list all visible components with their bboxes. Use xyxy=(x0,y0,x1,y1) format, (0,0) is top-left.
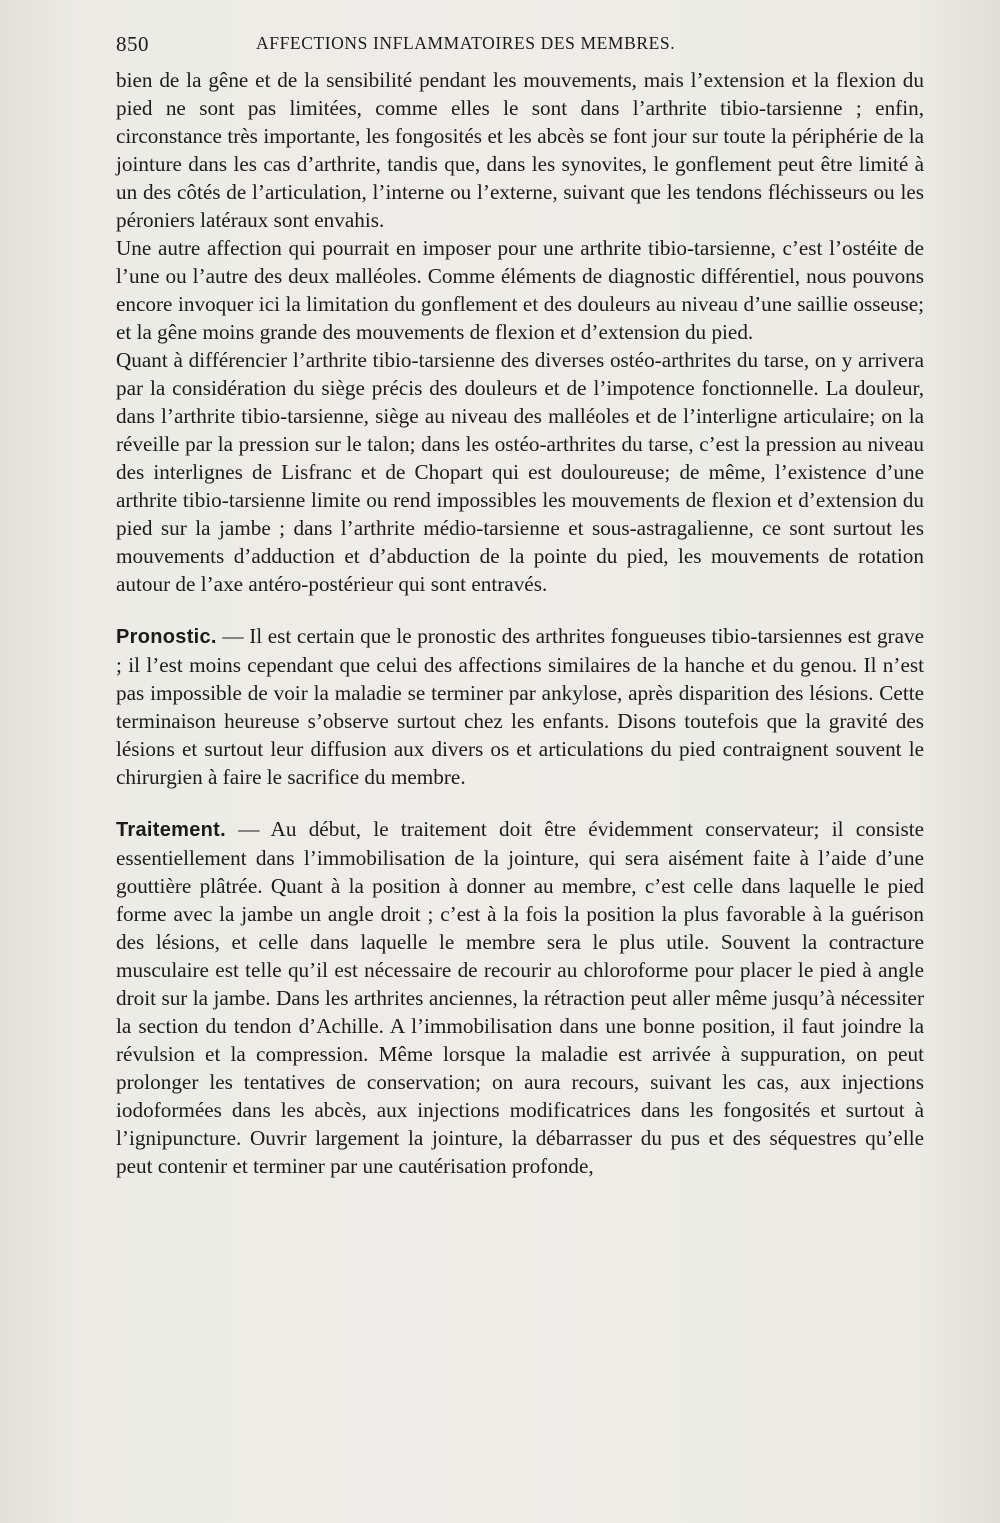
paragraph-text: — Au début, le traitement doit être évidemment conservateur; il consiste essentiellement dans l’immobilisation de la jointure, qui sera aisément faite à l’aide d’une gouttière plâtrée. Quant à la position à donner au membre, c’est celle dans laquelle le pied forme avec la jambe un angle droit ; c’est à la fois la position la plus favorable à la guérison des lésions, et celle dans laquelle le membre sera le plus utile. Souvent la contracture musculaire est telle qu’il est nécessaire de recourir au chloroforme pour placer le pied à angle droit sur la jambe. Dans les arthrites anciennes, la rétraction peut aller même jusqu’à nécessiter la section du tendon d’Achille. A l’immobilisation dans une bonne position, il faut joindre la révulsion et la compression. Même lorsque la maladie est arrivée à suppuration, on peut prolonger les tentatives de conservation; on aura recours, suivant les cas, aux injections iodoformées dans les abcès, aux injections modificatrices dans les fongosités et surtout à l’ignipuncture. Ouvrir largement la jointure, la débarrasser du pus et des séquestres qu’elle peut contenir et terminer par une cautérisation profonde, xyxy=(116,817,924,1178)
paragraph-text: Quant à différencier l’arthrite tibio-tarsienne des diverses ostéo-arthrites du tarse, on y arrivera par la considération du siège précis des douleurs et de l’impotence fonctionnelle. La douleur, dans l’arthrite tibio-tarsienne, siège au niveau des malléoles et de l’interligne articulaire; on la réveille par la pression sur le talon; dans les ostéo-arthrites du tarse, c’est la pression au niveau des interlignes de Lisfranc et de Chopart qui est douloureuse; de même, l’existence d’une arthrite tibio-tarsienne limite ou rend impossibles les mouvements de flexion et d’extension du pied sur la jambe ; dans l’arthrite médio-tarsienne et sous-astragalienne, ce sont surtout les mouvements d’adduction et d’abduction de la pointe du pied, les mouvements de rotation autour de l’axe antéro-postérieur qui sont entravés. xyxy=(116,348,924,596)
section-heading-traitement: Traitement. xyxy=(116,819,226,841)
page-number: 850 xyxy=(116,32,149,56)
paragraph-traitement xyxy=(116,815,924,1180)
paragraph-text: Une autre affection qui pourrait en imposer pour une arthrite tibio-tarsienne, c’est l’ostéite de l’une ou l’autre des deux malléoles. Comme éléments de diagnostic différentiel, nous pouvons encore invoquer ici la limitation du gonflement et des douleurs au niveau d’une saillie osseuse; et la gêne moins grande des mouvements de flexion et d’extension du pied. xyxy=(116,236,924,344)
paragraph-text: bien de la gêne et de la sensibilité pendant les mouvements, mais l’extension et la flexion du pied ne sont pas limitées, comme elles le sont dans l’arthrite tibio-tarsienne ; enfin, circonstance très importante, les fongosités et les abcès se font jour sur toute la périphérie de la jointure dans les cas d’arthrite, tandis que, dans les synovites, le gonflement peut être limité à un des côtés de l’articulation, l’interne ou l’externe, suivant que les tendons fléchisseurs ou les péroniers latéraux sont envahis. xyxy=(116,68,924,232)
running-head xyxy=(116,32,926,62)
running-title: AFFECTIONS INFLAMMATOIRES DES MEMBRES. xyxy=(256,33,676,53)
section-heading-pronostic: Pronostic. xyxy=(116,626,217,648)
paragraph-malleolar-osteitis xyxy=(116,234,924,346)
page-body xyxy=(116,66,924,1180)
paragraph-synovitis-comparison xyxy=(116,66,924,234)
paragraph-tarsal-osteoarthritis xyxy=(116,346,924,598)
paragraph-text: — Il est certain que le pronostic des arthrites fongueuses tibio-tarsiennes est grave ; il l’est moins cependant que celui des affections similaires de la hanche et du genou. Il n’est pas impossible de voir la maladie se terminer par ankylose, après disparition des lésions. Cette terminaison heureuse s’observe surtout chez les enfants. Disons toutefois que la gravité des lésions et surtout leur diffusion aux divers os et articulations du pied contraignent souvent le chirurgien à faire le sacrifice du membre. xyxy=(116,624,924,789)
paragraph-pronostic xyxy=(116,622,924,791)
